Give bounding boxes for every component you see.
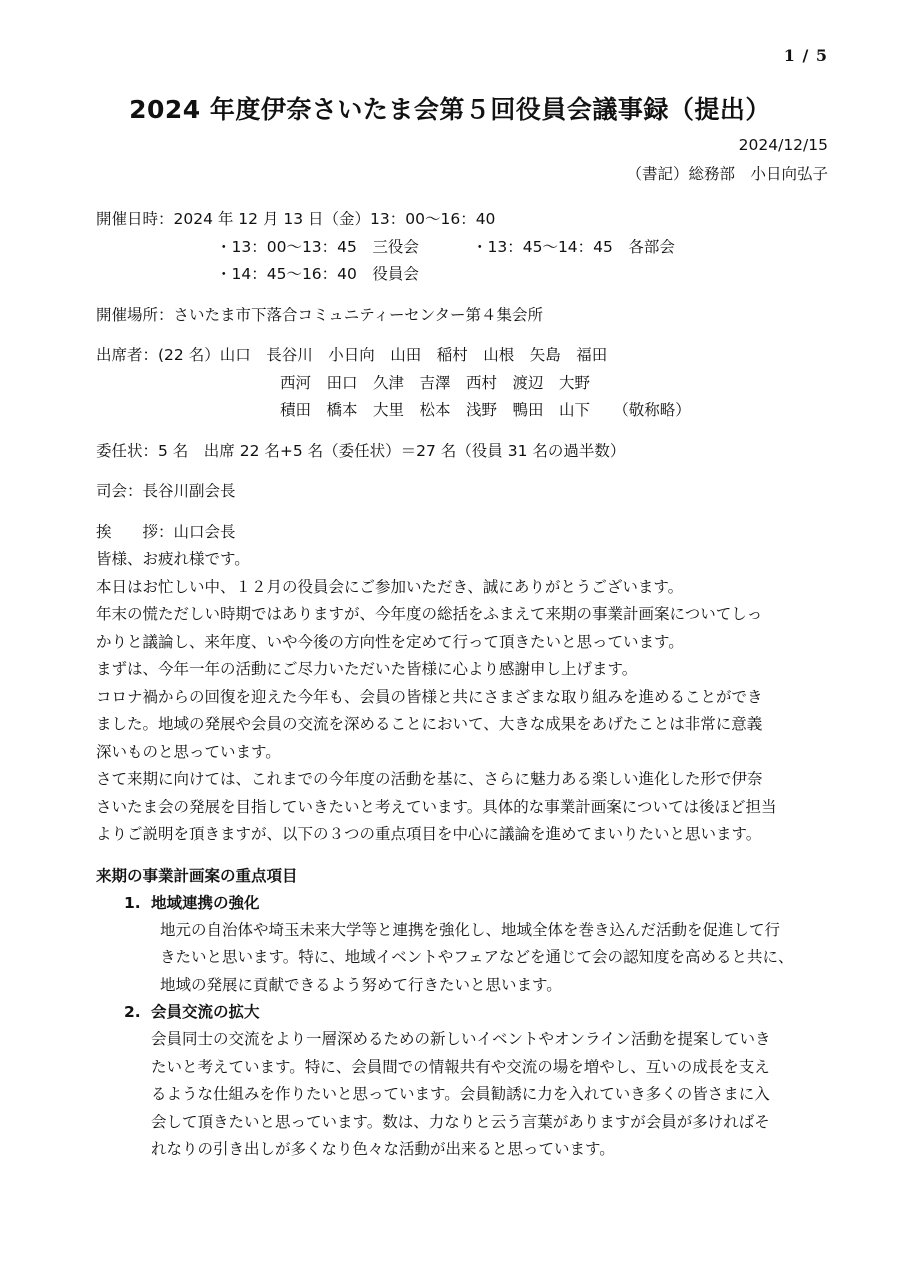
greeting-line: さいたま会の発展を目指していきたいと考えています。具体的な事業計画案については後ほど担当 xyxy=(96,797,777,816)
plan-item-line: れなりの引き出しが多くなり色々な活動が出来ると思っています。 xyxy=(151,1140,615,1158)
plan-item-line: 会して頂きたいと思っています。数は、力なりと云う言葉がありますが会員が多ければそ xyxy=(151,1112,770,1131)
session-row-1 xyxy=(96,234,830,262)
greeting-label: 挨 拶：山口会長 xyxy=(96,522,236,541)
page-number: 1 / 5 xyxy=(783,46,828,65)
session-departments: ・13：45～14：45 各部会 xyxy=(472,237,675,256)
plan-item-title xyxy=(124,890,830,917)
plan-item-number: 1. xyxy=(124,893,141,912)
greeting-line: かりと議論し、来年度、いや今後の方向性を定めて行って頂きたいと思っています。 xyxy=(96,632,684,651)
greeting-line: よりご説明を頂きますが、以下の３つの重点項目を中心に議論を進めてまいりたいと思います。 xyxy=(96,825,762,843)
session-three-officers: ・13：00～13：45 三役会 xyxy=(216,237,419,256)
plan-item-member-exchange xyxy=(124,999,830,1164)
document-body xyxy=(96,206,830,1164)
greeting-line: さて来期に向けては、これまでの今年度の活動を基に、さらに魅力ある楽しい進化した形で伊奈 xyxy=(96,770,763,788)
greeting-paragraph xyxy=(96,546,830,849)
recorder-line: （書記）総務部 小日向弘子 xyxy=(626,165,828,183)
plan-item-regional-cooperation xyxy=(124,890,830,1000)
session-board: ・14：45～16：40 役員会 xyxy=(216,265,419,283)
plan-item-line: 会員同士の交流をより一層深めるための新しいイベントやオンライン活動を提案していき xyxy=(151,1030,771,1048)
meeting-datetime: 開催日時：2024 年 12 月 13 日（金）13：00～16：40 xyxy=(96,210,496,228)
attendees-line-3: 積田 橋本 大里 松本 浅野 鴨田 山下 （敬称略） xyxy=(280,401,691,419)
plan-item-line: きたいと思います。特に、地域イベントやフェアなどを通じて会の認知度を高めると共に、 xyxy=(160,948,794,966)
plan-heading: 来期の事業計画案の重点項目 xyxy=(96,866,298,885)
greeting-line: 皆様、お疲れ様です。 xyxy=(96,550,250,568)
greeting-line: 年末の慌ただしい時期ではありますが、今年度の総括をふまえて来期の事業計画案についてしっ xyxy=(96,605,763,623)
document-title: 2024 年度伊奈さいたま会第５回役員会議事録（提出） xyxy=(129,95,771,124)
plan-item-line: 地元の自治体や埼玉未来大学等と連携を強化し、地域全体を巻き込んだ活動を促進して行 xyxy=(160,920,781,939)
plan-item-title-text: 地域連携の強化 xyxy=(151,893,260,912)
plan-item-number: 2. xyxy=(124,1003,141,1021)
plan-item-title-text: 会員交流の拡大 xyxy=(151,1003,260,1021)
greeting-line: コロナ禍からの回復を迎えた今年も、会員の皆様と共にさまざまな取り組みを進めることができ xyxy=(96,687,763,706)
plan-item-line: 地域の発展に貢献できるよう努めて行きたいと思います。 xyxy=(160,975,562,994)
proxies-line: 委任状：5 名 出席 22 名+5 名（委任状）＝27 名（役員 31 名の過半数） xyxy=(96,441,626,460)
plan-item-title xyxy=(124,999,830,1026)
plan-item-line: るような仕組みを作りたいと思っています。会員勧誘に力を入れていき多くの皆さまに入 xyxy=(151,1085,770,1103)
plan-item-text xyxy=(124,917,830,1000)
greeting-line: ました。地域の発展や会員の交流を深めることにおいて、大きな成果をあげたことは非常に意義 xyxy=(96,715,763,733)
greeting-line: 本日はお忙しい中、１２月の役員会にご参加いただき、誠にありがとうございます。 xyxy=(96,577,684,596)
greeting-line: まずは、今年一年の活動にご尽力いただいた皆様に心より感謝申し上げます。 xyxy=(96,660,638,678)
attendees-line-1: 出席者：(22 名）山口 長谷川 小日向 山田 稲村 山根 矢島 福田 xyxy=(96,346,608,364)
plan-item-line: たいと考えています。特に、会員間での情報共有や交流の場を増やし、互いの成長を支え xyxy=(151,1057,770,1076)
greeting-line: 深いものと思っています。 xyxy=(96,742,281,761)
meeting-venue: 開催場所：さいたま市下落合コミュニティーセンター第４集会所 xyxy=(96,305,544,324)
attendees-line-2: 西河 田口 久津 吉澤 西村 渡辺 大野 xyxy=(280,373,591,392)
document-date: 2024/12/15 xyxy=(738,136,828,154)
chair-line: 司会：長谷川副会長 xyxy=(96,482,236,500)
plan-item-text xyxy=(124,1026,830,1164)
